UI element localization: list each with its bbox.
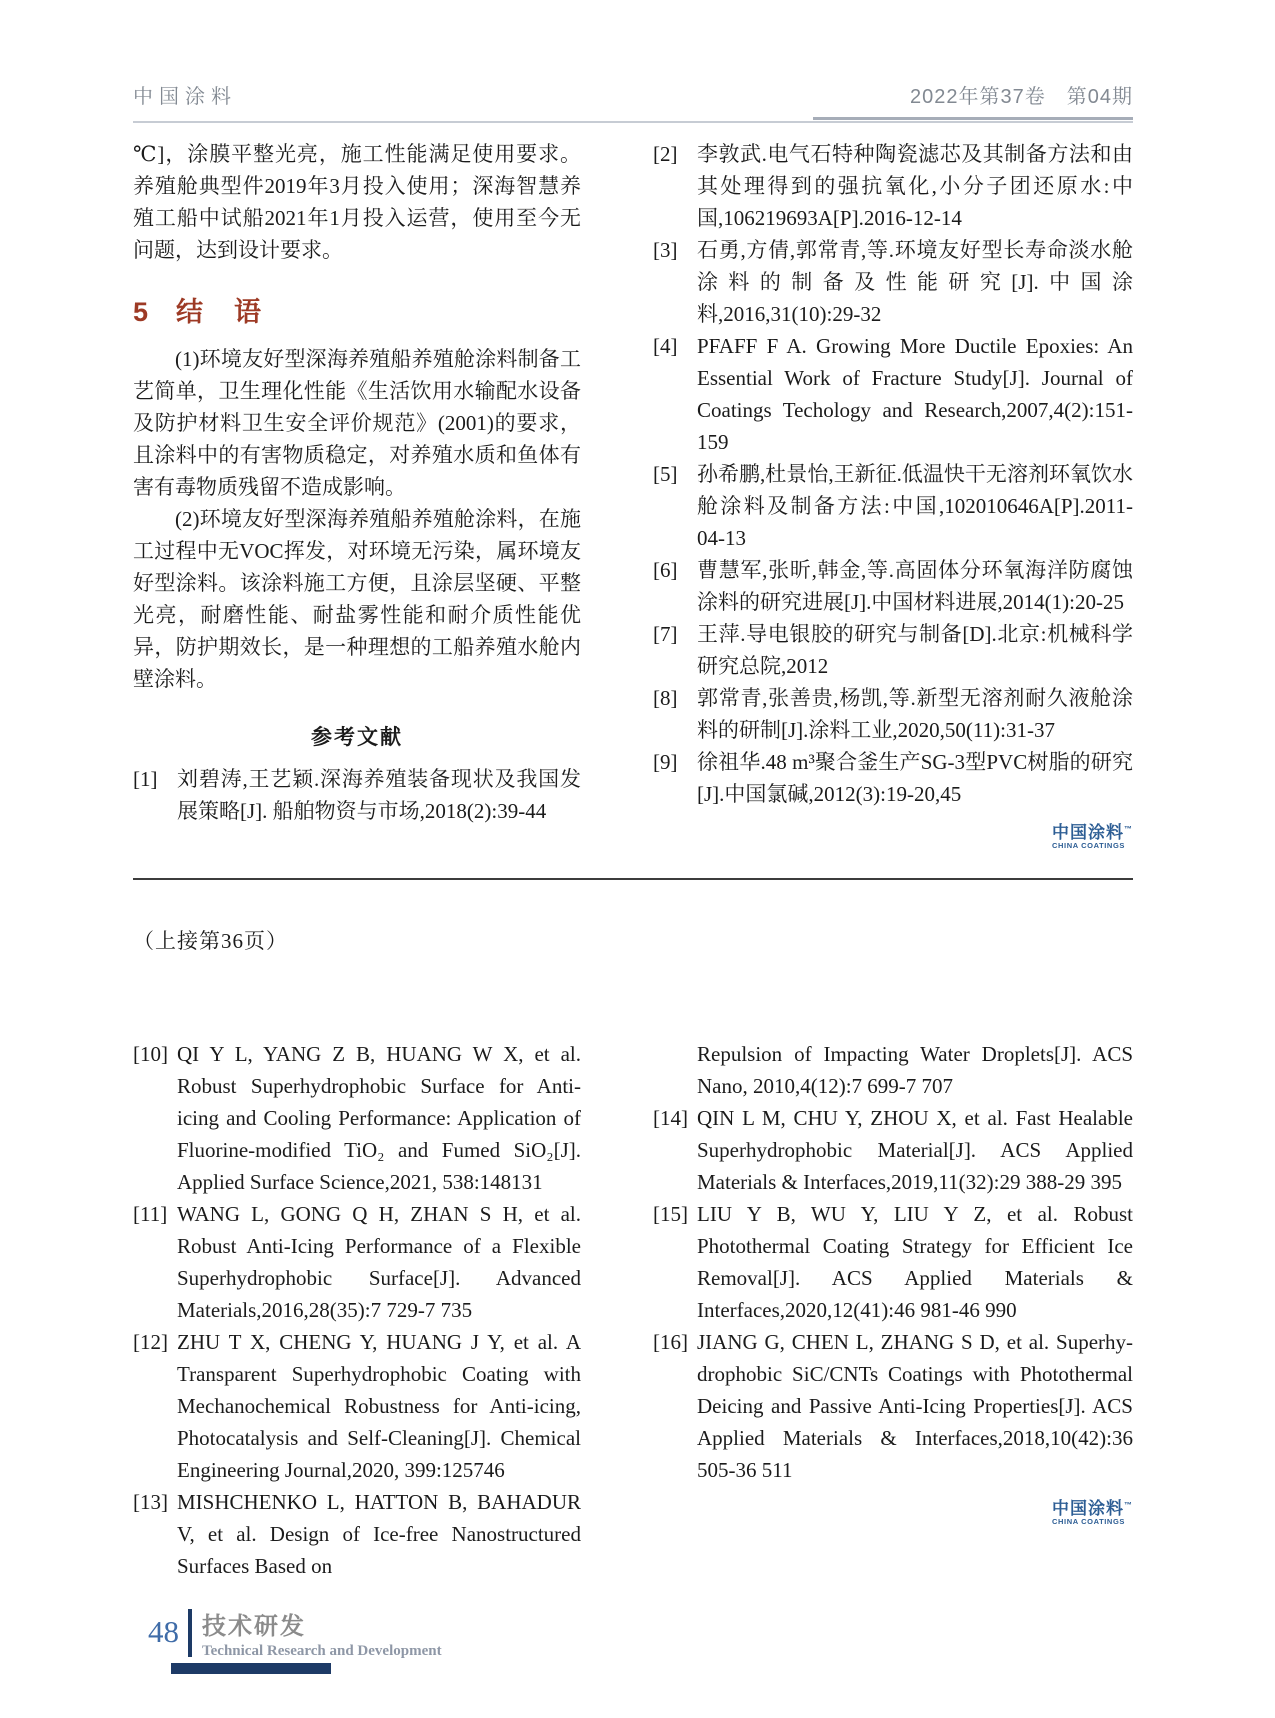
reference-number: [15] bbox=[653, 1202, 688, 1226]
china-coatings-logo bbox=[1052, 1500, 1133, 1526]
bottom-section bbox=[133, 1038, 1133, 1582]
reference-text: Repulsion of Impacting Water Droplets[J]. ACS Nano, 2010,4(12):7 699-7 707 bbox=[697, 1042, 1133, 1098]
reference-item bbox=[653, 746, 1133, 810]
reference-item bbox=[653, 1102, 1133, 1198]
reference-number: [13] bbox=[133, 1490, 168, 1514]
reference-item bbox=[653, 330, 1133, 458]
reference-item bbox=[653, 1198, 1133, 1326]
references-title: 参考文献 bbox=[311, 726, 403, 749]
reference-text: 郭常青,张善贵,杨凯,等.新型无溶剂耐久液舱涂料的研制[J].涂料工业,2020,50(11):31-37 bbox=[697, 686, 1133, 742]
trademark-symbol: ™ bbox=[1124, 1500, 1133, 1510]
reference-item bbox=[653, 1326, 1133, 1486]
logo-english-name: CHINA COATINGS bbox=[1052, 840, 1125, 850]
section-heading bbox=[133, 290, 581, 329]
reference-text: JIANG G, CHEN L, ZHANG S D, et al. Superhy-drophobic SiC/CNTs Coatings with Photothermal Deicing and Passive Anti-Icing Properties[J]. ACS Applied Materials & Interfaces,2018,10(42):36 505-36 511 bbox=[697, 1330, 1133, 1482]
reference-item bbox=[133, 763, 581, 827]
reference-item bbox=[653, 682, 1133, 746]
reference-number: [2] bbox=[653, 142, 678, 166]
reference-number: [10] bbox=[133, 1042, 168, 1066]
reference-text: ZHU T X, CHENG Y, HUANG J Y, et al. A Transparent Superhydrophobic Coating with Mechanochemical Robustness for Anti-icing, Photocatalysis and Self-Cleaning[J]. Chemical Engineering Journal,2020, 399:125746 bbox=[177, 1330, 581, 1482]
footer-vertical-rule bbox=[188, 1609, 192, 1657]
footer-accent-bar bbox=[171, 1663, 331, 1674]
section-name-en: Technical Research and Development bbox=[202, 1643, 442, 1659]
logo-english-name: CHINA COATINGS bbox=[1052, 1516, 1125, 1526]
logo-text: 中国涂料 bbox=[1052, 823, 1124, 842]
reference-number: [3] bbox=[653, 238, 678, 262]
page-number: 48 bbox=[148, 1613, 179, 1649]
reference-text: 石勇,方倩,郭常青,等.环境友好型长寿命淡水舱涂料的制备及性能研究[J].中国涂料,2016,31(10):29-32 bbox=[697, 238, 1133, 326]
reference-text: 刘碧涛,王艺颖.深海养殖装备现状及我国发展策略[J]. 船舶物资与市场,2018(2):39-44 bbox=[177, 767, 581, 823]
bottom-left-column bbox=[133, 1038, 581, 1582]
logo-chinese-name bbox=[1052, 824, 1133, 842]
reference-text: 孙希鹏,杜景怡,王新征.低温快干无溶剂环氧饮水舱涂料及制备方法:中国,102010646A[P].2011-04-13 bbox=[697, 462, 1133, 550]
section-title: 结 语 bbox=[176, 297, 264, 327]
reference-number: [8] bbox=[653, 686, 678, 710]
intro-paragraph: ℃]，涂膜平整光亮，施工性能满足使用要求。养殖舱典型件2019年3月投入使用；深海智慧养殖工船中试船2021年1月投入运营，使用至今无问题，达到设计要求。 bbox=[133, 142, 581, 262]
reference-text: 李敦武.电气石特种陶瓷滤芯及其制备方法和由其处理得到的强抗氧化,小分子团还原水:中国,106219693A[P].2016-12-14 bbox=[697, 142, 1133, 230]
reference-text: QIN L M, CHU Y, ZHOU X, et al. Fast Healable Superhydrophobic Material[J]. ACS Applied Materials & Interfaces,2019,11(32):29 388-29 395 bbox=[697, 1106, 1133, 1194]
reference-number: [16] bbox=[653, 1330, 688, 1354]
trademark-symbol: ™ bbox=[1124, 824, 1133, 834]
conclusion-paragraph-1: (1)环境友好型深海养殖船养殖舱涂料制备工艺简单，卫生理化性能《生活饮用水输配水设备及防护材料卫生安全评价规范》(2001)的要求，且涂料中的有害物质稳定，对养殖水质和鱼体有害有毒物质残留不造成影响。 bbox=[133, 347, 581, 499]
reference-text: QI Y L, YANG Z B, HUANG W X, et al. Robust Superhydrophobic Surface for Anti-icing and Cooling Performance: Application of Fluorine-modified TiO₂ and Fumed SiO₂[J]. Applied Surface Science,2021, 538:148131 bbox=[177, 1042, 581, 1194]
reference-item bbox=[133, 1486, 581, 1582]
reference-number: [14] bbox=[653, 1106, 688, 1130]
reference-item bbox=[133, 1326, 581, 1486]
reference-number: [12] bbox=[133, 1330, 168, 1354]
logo-text: 中国涂料 bbox=[1052, 1499, 1124, 1518]
top-right-column bbox=[653, 138, 1133, 850]
reference-item bbox=[653, 618, 1133, 682]
reference-item bbox=[653, 458, 1133, 554]
reference-number: [9] bbox=[653, 750, 678, 774]
header-accent-rule bbox=[813, 117, 1133, 120]
reference-text: 曹慧军,张昕,韩金,等.高固体分环氧海洋防腐蚀涂料的研究进展[J].中国材料进展,2014(1):20-25 bbox=[697, 558, 1133, 614]
section-name-cn: 技术研发 bbox=[202, 1613, 306, 1640]
reference-text: LIU Y B, WU Y, LIU Y Z, et al. Robust Photothermal Coating Strategy for Efficient Ice Removal[J]. ACS Applied Materials & Interfaces,2020,12(41):46 981-46 990 bbox=[697, 1202, 1133, 1322]
bottom-right-column bbox=[653, 1038, 1133, 1582]
footer-labels bbox=[202, 1606, 442, 1660]
issue-info: 2022年第37卷 第04期 bbox=[910, 86, 1133, 108]
conclusion-paragraph-2: (2)环境友好型深海养殖船养殖舱涂料，在施工过程中无VOC挥发，对环境无污染，属环境友好型涂料。该涂料施工方便，且涂层坚硬、平整光亮，耐磨性能、耐盐雾性能和耐介质性能优异，防护期效长，是一种理想的工船养殖水舱内壁涂料。 bbox=[133, 507, 581, 691]
reference-text: PFAFF F A. Growing More Ductile Epoxies: An Essential Work of Fracture Study[J]. Journal of Coatings Techology and Research,2007,4(2):151-159 bbox=[697, 334, 1133, 454]
reference-item-continuation bbox=[653, 1038, 1133, 1102]
reference-number: [7] bbox=[653, 622, 678, 646]
top-left-column bbox=[133, 138, 581, 850]
logo-chinese-name bbox=[1052, 1500, 1133, 1518]
reference-text: MISHCHENKO L, HATTON B, BAHADUR V, et al. Design of Ice-free Nanostructured Surfaces Based on bbox=[177, 1490, 581, 1578]
reference-number bbox=[653, 1038, 697, 1102]
reference-number: [11] bbox=[133, 1202, 168, 1226]
top-section bbox=[133, 138, 1133, 850]
journal-name: 中国涂料 bbox=[133, 86, 237, 108]
reference-number: [6] bbox=[653, 558, 678, 582]
footer-row bbox=[148, 1606, 442, 1660]
reference-text: WANG L, GONG Q H, ZHAN S H, et al. Robust Anti-Icing Performance of a Flexible Superhydrophobic Surface[J]. Advanced Materials,2016,28(35):7 729-7 735 bbox=[177, 1202, 581, 1322]
reference-item bbox=[133, 1038, 581, 1198]
reference-text: 徐祖华.48 m³聚合釜生产SG-3型PVC树脂的研究[J].中国氯碱,2012(3):19-20,45 bbox=[697, 750, 1133, 806]
continued-from-note: （上接第36页） bbox=[133, 929, 288, 953]
reference-number: [4] bbox=[653, 334, 678, 358]
article-divider-rule bbox=[133, 878, 1133, 880]
reference-item bbox=[133, 1198, 581, 1326]
page-footer bbox=[148, 1606, 442, 1674]
section-number: 5 bbox=[133, 297, 151, 327]
china-coatings-logo bbox=[1052, 824, 1133, 850]
reference-item bbox=[653, 554, 1133, 618]
reference-number: [5] bbox=[653, 462, 678, 486]
reference-number: [1] bbox=[133, 767, 158, 791]
reference-item bbox=[653, 234, 1133, 330]
reference-text: 王萍.导电银胶的研究与制备[D].北京:机械科学研究总院,2012 bbox=[697, 622, 1133, 678]
reference-item bbox=[653, 138, 1133, 234]
